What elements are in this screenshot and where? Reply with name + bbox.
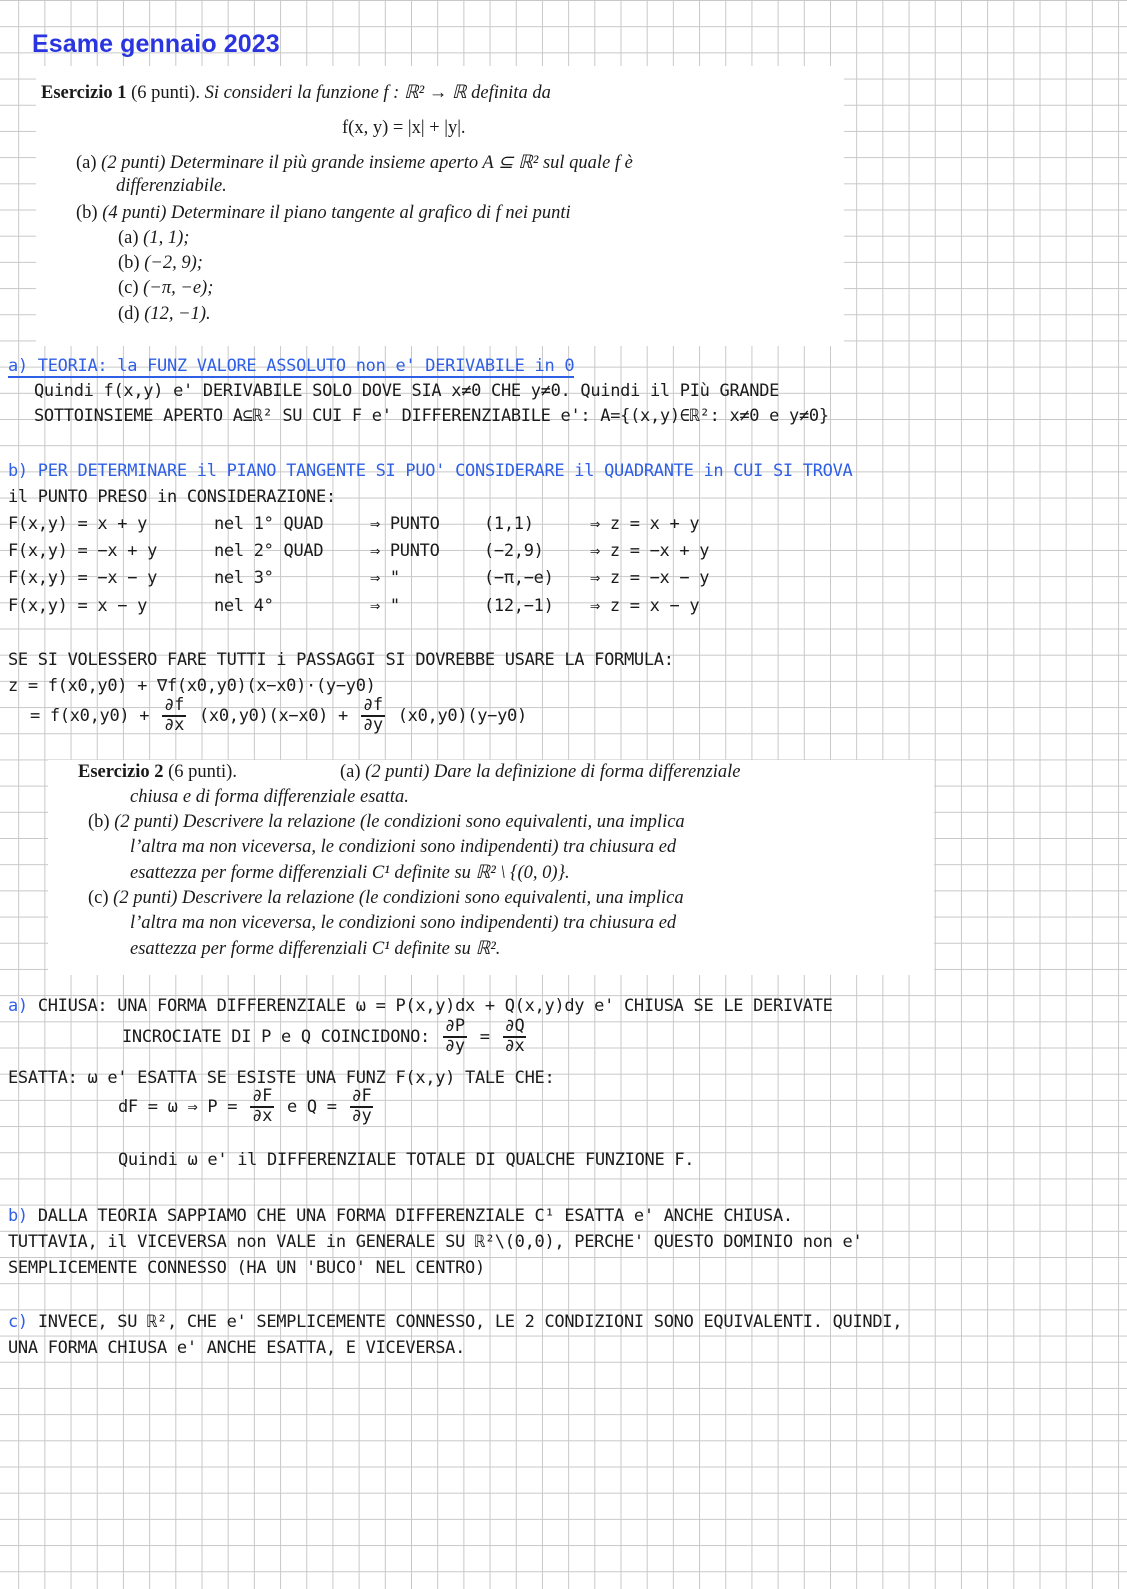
note-2c-line2: UNA FORMA CHIUSA e' ANCHE ESATTA, E VICEVERSA. [8, 1338, 466, 1358]
partial-fx-frac [162, 697, 186, 735]
quadrant-row-arrow: ⇒ PUNTO [370, 514, 440, 534]
point-label: (c) [118, 278, 139, 298]
note-2c-line1 [8, 1312, 902, 1332]
frac-num: ∂Q [504, 1016, 525, 1036]
part-b-text-2: l’altra ma non viceversa, le condizioni sono indipendenti) tra chiusura ed [130, 837, 677, 857]
exercise-1-statement [41, 82, 551, 104]
frac-den: ∂y [351, 1105, 372, 1126]
quadrant-row-plane: ⇒ z = −x + y [590, 541, 710, 561]
formula-2-part: (x0,y0)(y−y0) [397, 705, 527, 726]
exercise-2-box [48, 760, 934, 975]
part-a-text-cont [130, 787, 409, 808]
formula-2-part: = f(x0,y0) + [30, 705, 150, 726]
note-2a-line1-text: CHIUSA: UNA FORMA DIFFERENZIALE ω = P(x,y)dx + Q(x,y)dy e' CHIUSA SE LE DERIVATE [37, 996, 833, 1016]
frac-den: ∂y [362, 714, 383, 735]
part-b-label: (b) [76, 203, 98, 223]
frac-num: ∂F [252, 1086, 273, 1106]
frac-den: ∂x [164, 714, 185, 735]
frac-num: ∂F [351, 1086, 372, 1106]
note-2a-prefix: a) [8, 996, 28, 1016]
frac-num: ∂f [362, 695, 383, 715]
point-value: (1, 1); [143, 228, 190, 248]
part-a-label: (a) [76, 153, 97, 173]
quadrant-row-func: F(x,y) = −x − y [8, 568, 158, 588]
page-title: Esame gennaio 2023 [32, 30, 280, 58]
note-2a-line2-text: INCROCIATE DI P e Q COINCIDONO: [122, 1026, 430, 1047]
quadrant-row-point: (1,1) [484, 514, 534, 534]
part-b-text: (2 punti) Descrivere la relazione (le condizioni sono equivalenti, una implica [114, 812, 685, 832]
quadrant-row-func: F(x,y) = −x + y [8, 541, 158, 561]
partial-fy-frac [361, 697, 385, 735]
frac-den: ∂x [504, 1035, 525, 1056]
exercise-2-part-a [340, 762, 740, 783]
part-b-label: (b) [88, 812, 110, 832]
quadrant-row-quad: nel 3° [214, 568, 274, 588]
note-2a-line2 [122, 1018, 529, 1056]
note-2a-line1 [8, 996, 833, 1016]
note-2b-line1-text: DALLA TEORIA SAPPIAMO CHE UNA FORMA DIFFERENZIALE C¹ ESATTA e' ANCHE CHIUSA. [37, 1206, 793, 1226]
partial-q-frac [503, 1018, 527, 1056]
note-1b-line1-text: b) PER DETERMINARE il PIANO TANGENTE SI PUO' CONSIDERARE il QUADRANTE in CUI SI TROVA [8, 461, 853, 481]
point-item [118, 278, 213, 299]
frac-den: ∂x [252, 1105, 273, 1126]
exercise-2-part-c [88, 888, 684, 909]
point-value: (−π, −e); [143, 278, 214, 298]
note-1a-theory [8, 356, 574, 376]
note-1a-theory-text: a) TEORIA: la FUNZ VALORE ASSOLUTO non e' DERIVABILE in 0 [8, 356, 575, 376]
note-2b-line1 [8, 1206, 793, 1226]
quadrant-row-quad: nel 2° QUAD [214, 541, 324, 561]
part-c-text-2: l’altra ma non viceversa, le condizioni sono indipendenti) tra chiusura ed [130, 913, 677, 933]
exercise-1-formula: f(x, y) = |x| + |y|. [342, 118, 466, 138]
quadrant-row-arrow: ⇒ PUNTO [370, 541, 440, 561]
note-1b-line2: il PUNTO PRESO in CONSIDERAZIONE: [8, 487, 336, 507]
frac-den: ∂y [444, 1035, 465, 1056]
part-c-text-3: esattezza per forme differenziali C¹ definite su ℝ². [130, 939, 501, 959]
note-formula-2 [30, 697, 527, 735]
partial-fy-frac [350, 1088, 374, 1126]
part-a-text-2: differenziabile. [116, 176, 227, 196]
quadrant-row-point: (12,−1) [484, 596, 554, 616]
quadrant-row-point: (−π,−e) [484, 568, 554, 588]
exercise-1-part-b [76, 203, 571, 224]
frac-num: ∂f [164, 695, 185, 715]
part-a-text-cont [116, 176, 227, 197]
note-1b-line1 [8, 461, 852, 481]
exercise-1-box [36, 66, 844, 346]
quadrant-row-plane: ⇒ z = −x − y [590, 568, 710, 588]
part-c-label: (c) [88, 888, 109, 908]
note-2b-line3: SEMPLICEMENTE CONNESSO (HA UN 'BUCO' NEL CENTRO) [8, 1258, 485, 1278]
exercise-1-part-a [76, 152, 633, 174]
note-2c-line1-text: INVECE, SU ℝ², CHE e' SEMPLICEMENTE CONNESSO, LE 2 CONDIZIONI SONO EQUIVALENTI. QUINDI, [37, 1312, 903, 1332]
quadrant-row-point: (−2,9) [484, 541, 544, 561]
quadrant-row-arrow: ⇒ " [370, 596, 400, 616]
part-a-text: (2 punti) Determinare il più grande insieme aperto A ⊆ ℝ² sul quale f è [101, 153, 633, 173]
esatta-eq-part: dF = ω ⇒ P = [118, 1096, 238, 1117]
note-esatta-line: ESATTA: ω e' ESATTA SE ESISTE UNA FUNZ F(x,y) TALE CHE: [8, 1068, 555, 1088]
note-1a-line2: Quindi f(x,y) e' DERIVABILE SOLO DOVE SIA x≠0 CHE y≠0. Quindi il PIù GRANDE [34, 381, 780, 401]
part-a-text-2: chiusa e di forma differenziale esatta. [130, 787, 409, 807]
quadrant-row-plane: ⇒ z = x − y [590, 596, 700, 616]
point-value: (−2, 9); [144, 253, 203, 273]
part-b-text-3: esattezza per forme differenziali C¹ definite su ℝ² \ {(0, 0)}. [130, 863, 570, 883]
point-label: (a) [118, 228, 139, 248]
part-a-text: (2 punti) Dare la definizione di forma differenziale [365, 762, 741, 782]
part-b-text-cont [130, 837, 676, 858]
point-value: (12, −1). [144, 304, 211, 324]
point-item [118, 304, 211, 325]
quadrant-row-func: F(x,y) = x + y [8, 514, 148, 534]
exercise-2-part-b [88, 812, 685, 833]
quadrant-row-plane: ⇒ z = x + y [590, 514, 700, 534]
part-c-text: (2 punti) Descrivere la relazione (le condizioni sono equivalenti, una implica [113, 888, 684, 908]
part-b-text-cont [130, 862, 570, 884]
partial-fx-frac [250, 1088, 274, 1126]
note-2b-prefix: b) [8, 1206, 28, 1226]
equals-sign: = [479, 1026, 490, 1047]
exercise-2-statement [78, 762, 237, 783]
note-2c-prefix: c) [8, 1312, 28, 1332]
point-label: (b) [118, 253, 140, 273]
note-quindi-line: Quindi ω e' il DIFFERENZIALE TOTALE DI QUALCHE FUNZIONE F. [118, 1150, 695, 1170]
point-item [118, 228, 189, 249]
frac-num: ∂P [444, 1016, 465, 1036]
note-formula-1: z = f(x0,y0) + ∇f(x0,y0)(x−x0)·(y−y0) [8, 676, 376, 696]
exercise-1-heading: Esercizio 1 [41, 83, 127, 103]
exercise-1-intro: Si consideri la funzione f : ℝ² → ℝ definita da [204, 83, 551, 103]
esatta-eq-part: e Q = [286, 1096, 337, 1117]
point-label: (d) [118, 304, 140, 324]
note-esatta-eq [118, 1088, 376, 1126]
exercise-2-points: (6 punti). [168, 762, 237, 782]
point-item [118, 253, 203, 274]
note-2b-line2: TUTTAVIA, il VICEVERSA non VALE in GENERALE SU ℝ²\(0,0), PERCHE' QUESTO DOMINIO non e' [8, 1232, 863, 1252]
exercise-1-points: (6 punti). [131, 83, 200, 103]
quadrant-row-arrow: ⇒ " [370, 568, 400, 588]
note-formula-intro: SE SI VOLESSERO FARE TUTTI i PASSAGGI SI DOVREBBE USARE LA FORMULA: [8, 650, 674, 670]
quadrant-row-quad: nel 4° [214, 596, 274, 616]
part-c-text-cont [130, 938, 500, 960]
partial-p-frac [443, 1018, 467, 1056]
note-1a-line3: SOTTOINSIEME APERTO A⊆ℝ² SU CUI F e' DIFFERENZIABILE e': A={(x,y)∈ℝ²: x≠0 e y≠0} [34, 406, 829, 426]
exercise-2-heading: Esercizio 2 [78, 762, 164, 782]
quadrant-row-quad: nel 1° QUAD [214, 514, 324, 534]
part-c-text-cont [130, 913, 676, 934]
formula-2-part: (x0,y0)(x−x0) + [198, 705, 348, 726]
part-a-label: (a) [340, 762, 361, 782]
part-b-text: (4 punti) Determinare il piano tangente al grafico di f nei punti [102, 203, 571, 223]
quadrant-row-func: F(x,y) = x − y [8, 596, 148, 616]
